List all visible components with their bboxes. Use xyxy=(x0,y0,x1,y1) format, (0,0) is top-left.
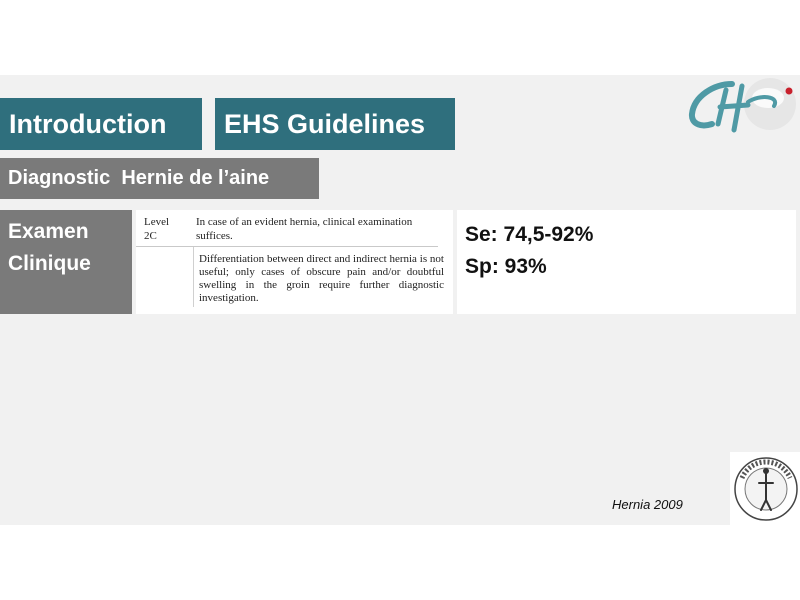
sensitivity-value: Se: 74,5-92% xyxy=(465,223,594,246)
chp-logo xyxy=(688,76,798,138)
level-value: 2C xyxy=(144,230,157,242)
title-introduction: Introduction xyxy=(0,98,202,150)
section-label-examen-clinique xyxy=(0,210,132,314)
subtitle-diagnostic: Diagnostic Hernie de l’aine xyxy=(0,158,319,199)
title-ehs-guidelines: EHS Guidelines xyxy=(215,98,455,150)
recommendation-1: In case of an evident hernia, clinical examination suffices. xyxy=(196,216,413,242)
level-label: Level xyxy=(144,216,170,228)
citation: Hernia 2009 xyxy=(612,497,683,512)
diagnostic-stats xyxy=(457,210,796,314)
section-label-line2: Clinique xyxy=(8,252,91,275)
logo-red-dot xyxy=(786,88,793,95)
guideline-excerpt xyxy=(136,210,453,314)
section-label-line1: Examen xyxy=(8,220,89,243)
excerpt-divider xyxy=(136,246,438,247)
specificity-value: Sp: 93% xyxy=(465,255,547,278)
evidence-level xyxy=(144,215,184,243)
logo-letter-h xyxy=(718,86,748,130)
seal-figure-head xyxy=(763,468,769,474)
excerpt-column-divider xyxy=(193,247,194,307)
recommendation-2: Differentiation between direct and indirect hernia is not useful; only cases of obscure pain and/or doubtful swelling in the groin require further diagnostic investigation. xyxy=(199,253,444,304)
ehs-seal xyxy=(730,452,800,525)
